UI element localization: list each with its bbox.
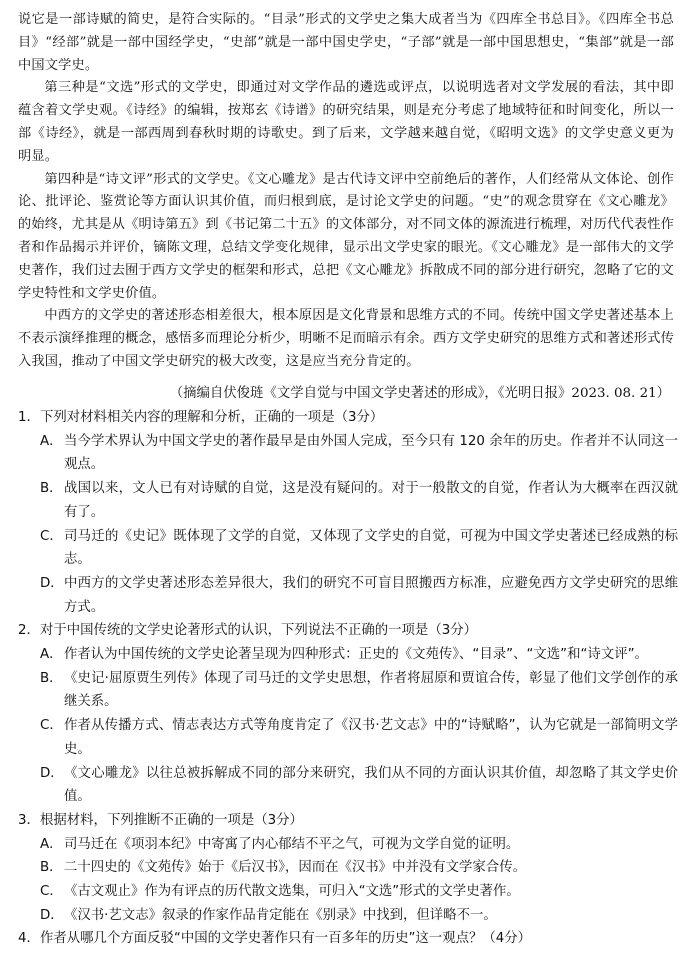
option-text: 当今学术界认为中国文学史的著作最早是由外国人完成，至今只有 120 余年的历史。作者并不认同这一观点。 bbox=[64, 433, 678, 473]
question-number: 2． bbox=[18, 623, 40, 639]
question-2 bbox=[18, 619, 678, 809]
option-letter: D． bbox=[40, 575, 64, 591]
question-list bbox=[18, 406, 678, 951]
question-stem bbox=[18, 809, 678, 833]
option-letter: C． bbox=[40, 884, 63, 900]
option-letter: A． bbox=[40, 647, 63, 663]
question-stem bbox=[18, 927, 678, 951]
question-number: 1． bbox=[18, 410, 40, 425]
question-text: 作者从哪几个方面反驳“中国的文学史著作只有一百多年的历史”这一观点？（4分） bbox=[40, 931, 532, 947]
option-text: 作者从传播方式、情志表达方式等角度肯定了《汉书·艺文志》中的“诗赋略”，认为它就是一部简明文学史。 bbox=[64, 718, 678, 757]
question-1 bbox=[18, 406, 678, 619]
option-letter: A． bbox=[40, 433, 63, 449]
question-text: 对于中国传统的文学史论著形式的认识，下列说法不正确的一项是（3分） bbox=[40, 623, 478, 639]
option-text: 《史记·屈原贾生列传》体现了司马迁的文学史思想，作者将屈原和贾谊合传，彰显了他们文学创作的承继关系。 bbox=[64, 670, 678, 710]
option-a bbox=[40, 430, 678, 477]
option-letter: B． bbox=[40, 860, 63, 876]
option-text: 《古文观止》作为有评点的历代散文选集，可归入“文选”形式的文学史著作。 bbox=[64, 884, 520, 900]
passage-paragraph: 中西方的文学史的著述形态相差很大，根本原因是文化背景和思维方式的不同。传统中国文学史著述基本上不表示演绎推理的概念，感悟多而理论分析少，明晰不足而暗示有余。西方文学史研究的思维方式和著述形式传入我国，推动了中国文学史研究的极大改变，这是应当充分肯定的。 bbox=[18, 308, 674, 369]
passage-paragraph: 说它是一部诗赋的简史，是符合实际的。“目录”形式的文学史之集大成者当为《四库全书总目》。《四库全书总目》“经部”就是一部中国经学史，“史部”就是一部中国史学史，“子部”就是一部中国思想史，“集部”就是一部中国文学史。 bbox=[18, 12, 674, 73]
option-text: 司马迁在《项羽本纪》中寄寓了内心郁结不平之气，可视为文学自觉的证明。 bbox=[64, 836, 520, 852]
passage-source-citation: （摘编自伏俊琏《文学自觉与中国文学史著述的形成》，《光明日报》2023. 08. 21） bbox=[169, 386, 670, 401]
option-d bbox=[40, 572, 678, 619]
question-text: 下列对材料相关内容的理解和分析，正确的一项是（3分） bbox=[40, 410, 384, 425]
option-d bbox=[40, 904, 678, 928]
option-c bbox=[40, 880, 678, 904]
question-stem bbox=[18, 406, 678, 430]
option-a bbox=[40, 643, 678, 667]
option-c bbox=[40, 525, 678, 572]
question-text: 根据材料，下列推断不正确的一项是（3分） bbox=[40, 812, 303, 828]
question-4 bbox=[18, 927, 678, 951]
question-number: 3． bbox=[18, 812, 40, 828]
option-text: 作者认为中国传统的文学史论著呈现为四种形式：正史的《文苑传》、“目录”、“文选”和“诗文评”。 bbox=[64, 647, 648, 663]
option-letter: B． bbox=[40, 481, 63, 497]
option-a bbox=[40, 833, 678, 857]
option-c bbox=[40, 714, 678, 761]
option-b bbox=[40, 667, 678, 714]
option-text: 战国以来，文人已有对诗赋的自觉，这是没有疑问的。对于一般散文的自觉，作者认为大概率在西汉就有了。 bbox=[64, 481, 678, 520]
option-text: 《文心雕龙》以往总被拆解成不同的部分来研究，我们从不同的方面认识其价值，却忽略了其文学史价值。 bbox=[64, 765, 678, 805]
option-letter: D． bbox=[40, 765, 64, 781]
question-number: 4． bbox=[18, 931, 40, 947]
option-d bbox=[40, 762, 678, 809]
passage-paragraph: 第三种是“文选”形式的文学史，即通过对文学作品的遴选或评点，以说明选者对文学发展的看法，其中即蕴含着文学史观。《诗经》的编辑，按郑玄《诗谱》的研究结果，则是充分考虑了地域特征和时间变化，所以一部《诗经》，就是一部西周到春秋时期的诗歌史。到了后来，文学越来越自觉，《昭明文选》的文学史意义更为明显。 bbox=[18, 80, 674, 164]
option-text: 司马迁的《史记》既体现了文学的自觉，又体现了文学史的自觉，可视为中国文学史著述已经成熟的标志。 bbox=[64, 528, 678, 568]
option-text: 二十四史的《文苑传》始于《后汉书》，因而在《汉书》中并没有文学家合传。 bbox=[64, 860, 526, 876]
option-text: 《汉书·艺文志》叙录的作家作品肯定能在《别录》中找到，但详略不一。 bbox=[64, 907, 497, 923]
option-letter: B． bbox=[40, 670, 63, 686]
option-letter: D． bbox=[40, 907, 64, 923]
option-b bbox=[40, 856, 678, 880]
option-letter: C． bbox=[40, 718, 63, 734]
option-letter: A． bbox=[40, 836, 63, 852]
option-text: 中西方的文学史著述形态差异很大，我们的研究不可盲目照搬西方标准，应避免西方文学史研究的思维方式。 bbox=[64, 575, 678, 615]
passage-paragraph: 第四种是“诗文评”形式的文学史。《文心雕龙》是古代诗文评中空前绝后的著作，人们经常从文体论、创作论、批评论、鉴赏论等方面认识其价值，而归根到底，是讨论文学史的问题。“史”的观念贯穿在《文心雕龙》的始终，尤其是从《明诗第五》到《书记第二十五》的文体部分，对不同文体的源流进行梳理，对历代代表性作者和作品揭示并评价，镝陈文理，总结文学变化规律，显示出文学史家的眼光。《文心雕龙》是一部伟大的文学史著作，我们过去囿于西方文学史的框架和形式，总把《文心雕龙》拆散成不同的部分进行研究，忽略了它的文学史特性和文学史价值。 bbox=[18, 171, 674, 301]
question-3 bbox=[18, 809, 678, 928]
option-b bbox=[40, 477, 678, 524]
reading-passage bbox=[18, 9, 674, 374]
option-letter: C． bbox=[40, 528, 63, 544]
question-stem bbox=[18, 619, 678, 643]
